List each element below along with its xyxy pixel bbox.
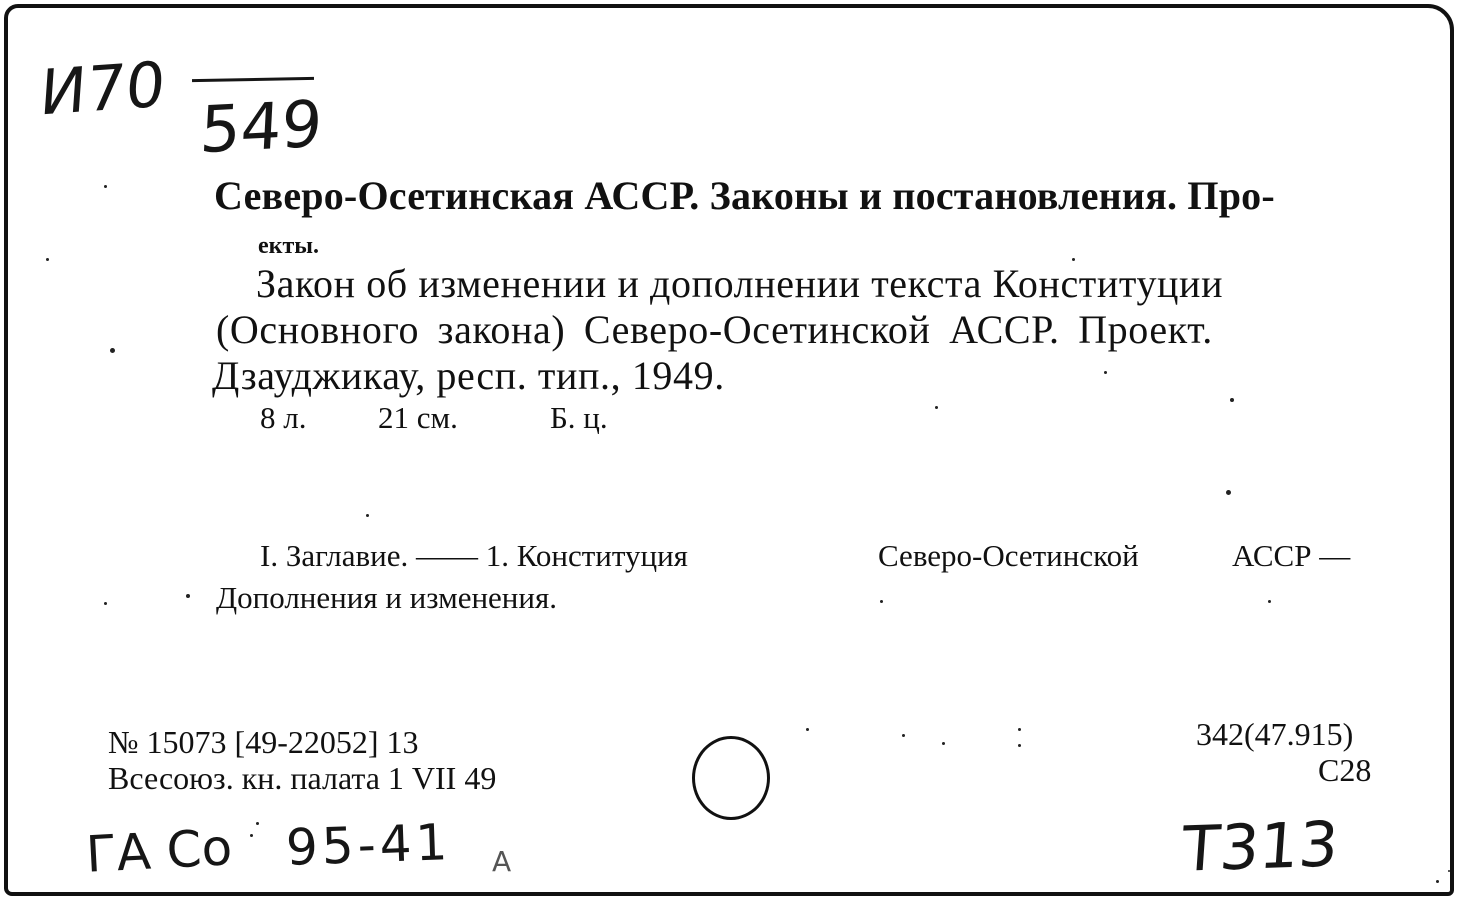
author-mark: С28: [1318, 752, 1372, 788]
speck: [942, 742, 945, 745]
inventory-code: Т313: [1179, 807, 1341, 886]
speck: [110, 348, 115, 353]
size-cm: 21 см.: [378, 400, 458, 435]
speck: [1230, 398, 1234, 402]
heading-line-1: Северо-Осетинская АССР. Законы и постановления. Про-: [214, 173, 1275, 218]
speck: [902, 734, 905, 737]
speck: [104, 185, 107, 188]
speck: [186, 594, 190, 598]
speck: [256, 822, 259, 825]
book-chamber-line: Всесоюз. кн. палата 1 VII 49: [108, 760, 497, 796]
speck: [1072, 258, 1075, 261]
tracing-line-2: Дополнения и изменения.: [216, 580, 557, 615]
speck: [104, 602, 107, 605]
classification-code: 342(47.915): [1196, 716, 1354, 752]
speck: [1018, 744, 1021, 747]
speck: [1268, 600, 1271, 603]
speck: [935, 406, 938, 409]
speck: [1436, 880, 1439, 883]
speck: [806, 728, 809, 731]
archive-suffix: А: [492, 845, 512, 878]
speck: [1104, 371, 1107, 374]
speck: [46, 258, 49, 261]
archive-number: 95-41: [285, 813, 453, 877]
card-number-line: № 15073 [49-22052] 13: [108, 724, 419, 760]
pages-count: 8 л.: [260, 400, 307, 435]
speck: [1226, 490, 1231, 495]
speck: [366, 514, 369, 517]
title-line-1: Закон об изменении и дополнении текста Конституции: [256, 261, 1224, 306]
tracing-line-1-part-2: Северо-Осетинской: [878, 538, 1139, 573]
punch-hole: [692, 736, 770, 820]
shelfmark-number: 549: [198, 87, 325, 169]
speck: [1018, 728, 1021, 731]
archive-code: ГА Со: [84, 818, 234, 884]
imprint-line: Дзауджикау, респ. тип., 1949.: [212, 353, 725, 398]
price: Б. ц.: [550, 400, 608, 435]
speck: [1448, 870, 1450, 872]
title-line-2: (Основного закона) Северо-Осетинской АССР. Проект.: [216, 307, 1213, 352]
shelfmark-prefix: И70: [37, 47, 168, 130]
speck: [880, 600, 883, 603]
heading-line-2: екты.: [258, 233, 320, 259]
tracing-line-1-part-1: I. Заглавие. —— 1. Конституция: [260, 538, 688, 573]
tracing-line-1-part-3: АССР —: [1232, 538, 1351, 573]
speck: [250, 834, 253, 837]
